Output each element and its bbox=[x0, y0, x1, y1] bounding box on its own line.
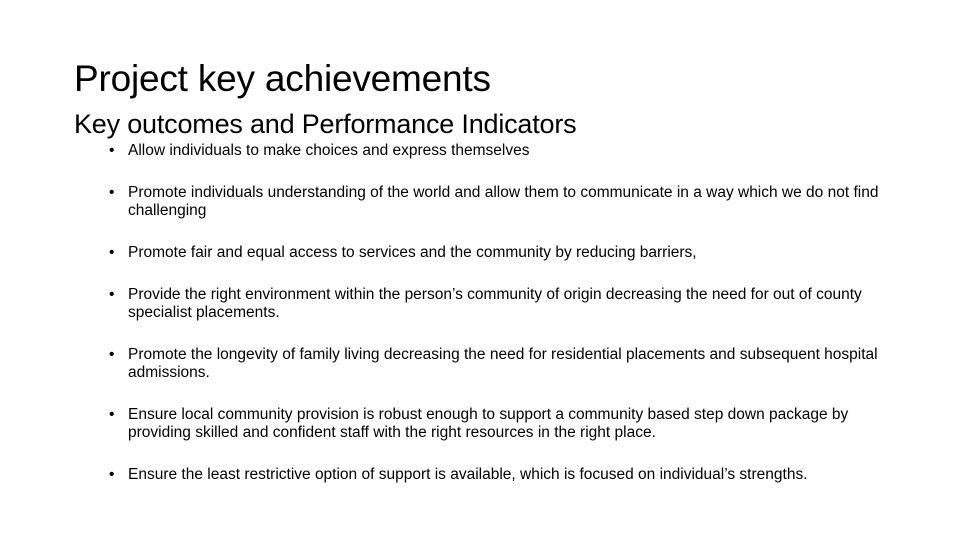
bullet-dot-icon: • bbox=[109, 406, 115, 423]
bullet-text: Ensure the least restrictive option of support is available, which is focused on individual’s strengths. bbox=[128, 466, 808, 483]
bullet-item bbox=[109, 286, 899, 322]
bullet-dot-icon: • bbox=[109, 142, 115, 159]
bullet-item bbox=[109, 466, 899, 484]
slide-title: Project key achievements bbox=[74, 58, 491, 99]
bullet-item bbox=[109, 346, 899, 382]
bullet-list bbox=[109, 142, 899, 508]
bullet-dot-icon: • bbox=[109, 466, 115, 483]
bullet-text: Promote individuals understanding of the world and allow them to communicate in a way which we do not find challenging bbox=[128, 184, 879, 219]
bullet-item bbox=[109, 142, 899, 160]
bullet-text: Allow individuals to make choices and express themselves bbox=[128, 142, 530, 159]
bullet-dot-icon: • bbox=[109, 286, 115, 303]
bullet-text: Promote fair and equal access to services and the community by reducing barriers, bbox=[128, 244, 697, 261]
bullet-item bbox=[109, 244, 899, 262]
bullet-text: Promote the longevity of family living decreasing the need for residential placements and subsequent hospital admissions. bbox=[128, 346, 878, 381]
bullet-dot-icon: • bbox=[109, 244, 115, 261]
bullet-dot-icon: • bbox=[109, 184, 115, 201]
bullet-text: Provide the right environment within the person’s community of origin decreasing the need for out of county specialist placements. bbox=[128, 286, 862, 321]
bullet-dot-icon: • bbox=[109, 346, 115, 363]
bullet-item bbox=[109, 406, 899, 442]
bullet-item bbox=[109, 184, 899, 220]
slide-subtitle: Key outcomes and Performance Indicators bbox=[74, 109, 577, 139]
bullet-text: Ensure local community provision is robust enough to support a community based step down package by providing skilled and confident staff with the right resources in the right place. bbox=[128, 406, 849, 441]
